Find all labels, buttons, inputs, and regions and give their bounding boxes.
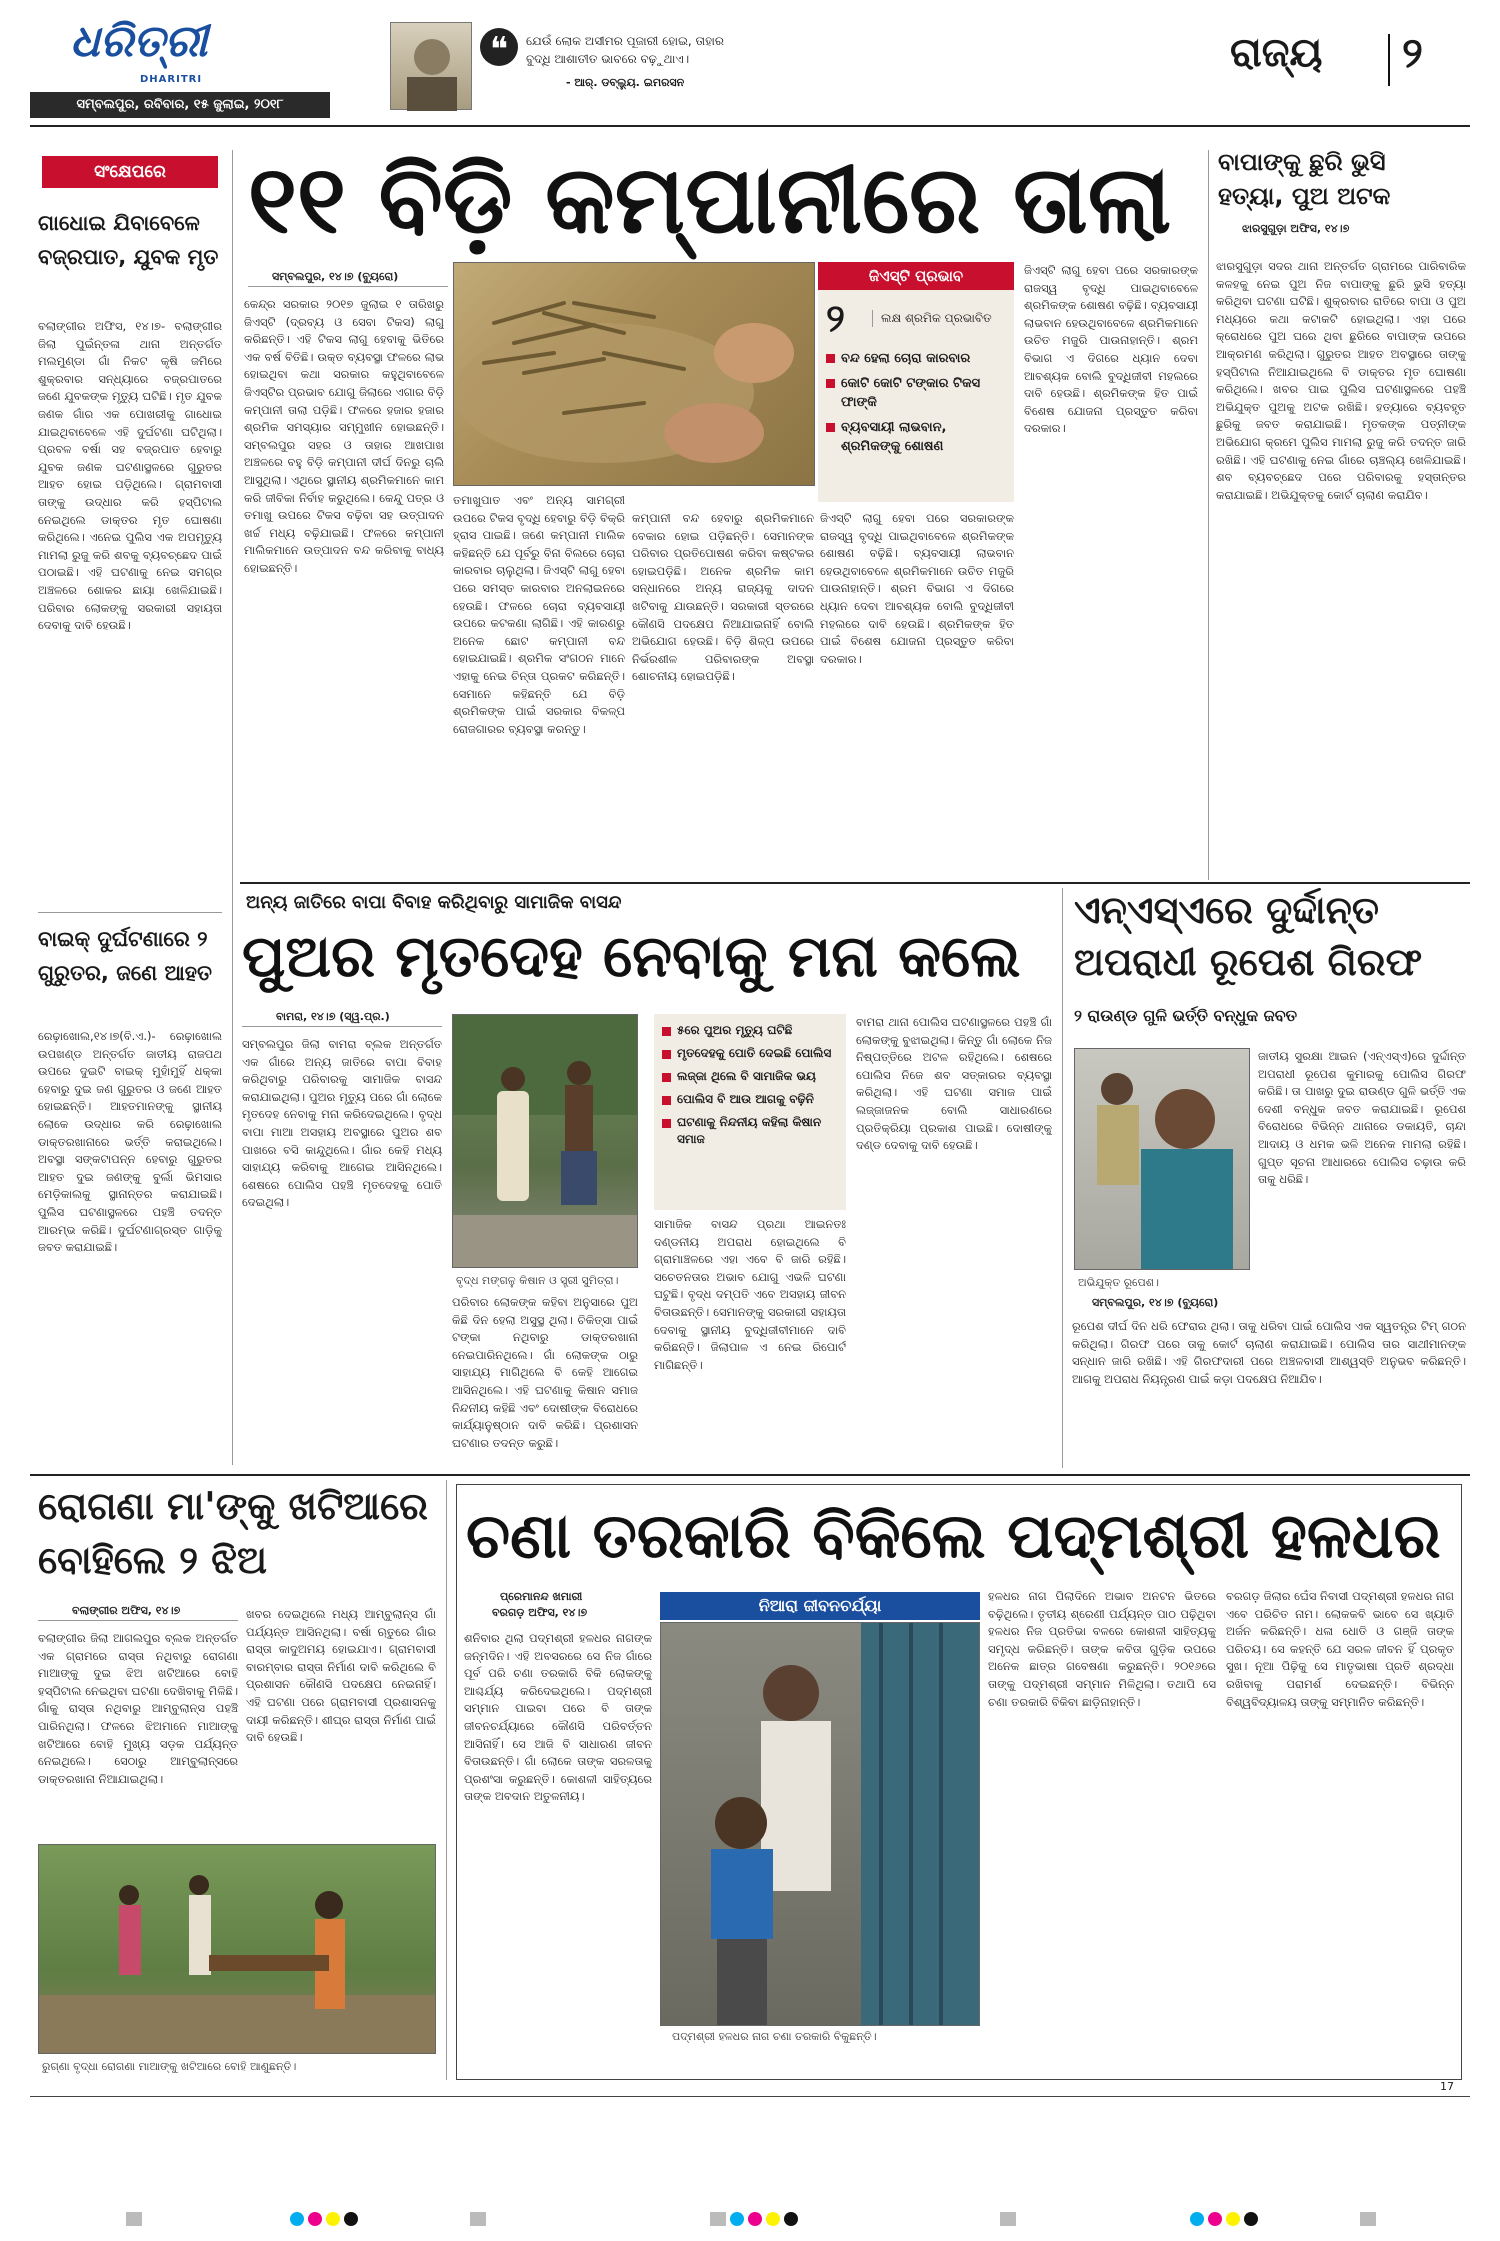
story2-bullet [662, 1045, 838, 1062]
bullet-square-icon [826, 423, 835, 432]
gst-box-title [818, 262, 1014, 290]
briefs-rule [232, 150, 233, 1465]
story3-col1: ଜାତୀୟ ସୁରକ୍ଷା ଆଇନ (ଏନ୍ଏସ୍ଏ)ରେ ଦୁର୍ଦ୍ଦାନ୍ତ ଅପରାଧୀ ରୂପେଶ କୁମାରକୁ ପୋଲିସ ଗିରଫ କରିଛି। ତା ପାଖରୁ ଦୁଇ ରାଉଣ୍ଡ ଗୁଳି ଭର୍ତ୍ତି ଏକ ଦେଶୀ ବନ୍ଧୁକ ଜବତ କରାଯାଇଛି। ରୂପେଶ ବିରୋଧରେ ବିଭିନ୍ନ ଥାନାରେ ଡକାୟତି, ଚାନ୍ଦା ଆଦାୟ ଓ ଧମକ ଭଳି ଅନେକ ମାମଲା ରହିଛି। ଗୁପ୍ତ ସୂଚନା ଆଧାରରେ ପୋଲିସ ଚଢ଼ାଉ କରି ତାକୁ ଧରିଛି। [1258, 1049, 1466, 1187]
color-registration-marks [0, 2210, 1500, 2230]
story5-box-label [660, 1592, 980, 1620]
story4-dateline-rule [38, 1620, 238, 1621]
story5-photo-caption: ପଦ୍ମଶ୍ରୀ ହଳଧର ନାଗ ଚଣା ତରକାରି ବିକୁଛନ୍ତି। [672, 2030, 877, 2043]
story5-col3: ବରଗଡ଼ ଜିଲାର ଘେଁସ ନିବାସୀ ପଦ୍ମଶ୍ରୀ ହଳଧର ନାଗ ଏବେ ପରିଚିତ ନାମ। ଲୋକକବି ଭାବେ ସେ ଖ୍ୟାତି ଅର୍ଜନ କରିଛନ୍ତି। ଧଳା ଧୋତି ଓ ଗଞ୍ଜି ତାଙ୍କ ପରିଚୟ। ସେ କହନ୍ତି ଯେ ସରଳ ଜୀବନ ହିଁ ପ୍ରକୃତ ସୁଖ। ନୂଆ ପିଢ଼ିକୁ ସେ ମାତୃଭାଷା ପ୍ରତି ଶ୍ରଦ୍ଧା ରଖିବାକୁ ପରାମର୍ଶ ଦେଇଛନ୍ତି। ବିଭିନ୍ନ ବିଶ୍ୱବିଦ୍ୟାଳୟ ତାଙ୍କୁ ସମ୍ମାନିତ କରିଛନ୍ତି। [1226, 1589, 1454, 1709]
brief2-body: ରେଢ଼ାଖୋଲ,୧୪।୭(ବି.ଏ.)- ରେଢ଼ାଖୋଲ ଉପଖଣ୍ଡ ଅନ୍ତର୍ଗତ ଜାତୀୟ ରାଜପଥ ଉପରେ ଦୁଇଟି ବାଇକ୍ ମୁହାଁମୁହିଁ ଧକ୍କା ହେବାରୁ ଦୁଇ ଜଣ ଗୁରୁତର ଓ ଜଣେ ଆହତ ହୋଇଛନ୍ତି। ଆହତମାନଙ୍କୁ ସ୍ଥାନୀୟ ଲୋକେ ଉଦ୍ଧାର କରି ରେଢ଼ାଖୋଲ ଡାକ୍ତରଖାନାରେ ଭର୍ତ୍ତି କରାଇଥିଲେ। ଅବସ୍ଥା ସଙ୍କଟାପନ୍ନ ହେବାରୁ ଗୁରୁତର ଆହତ ଦୁଇ ଜଣଙ୍କୁ ବୁର୍ଲା ଭିମସାର ମେଡ଼ିକାଲକୁ ସ୍ଥାନାନ୍ତର କରାଯାଇଛି। ପୁଲିସ ଘଟଣାସ୍ଥଳରେ ପହଞ୍ଚି ତଦନ୍ତ ଆରମ୍ଭ କରିଛି। ଦୁର୍ଘଟଣାଗ୍ରସ୍ତ ଗାଡ଼ିକୁ ଜବତ କରାଯାଇଛି। [38, 1029, 222, 1255]
story2-kicker: ଅନ୍ୟ ଜାତିରେ ବାପା ବିବାହ କରିଥିବାରୁ ସାମାଜିକ ବାସନ୍ଦ [246, 892, 622, 913]
gst-item [826, 374, 1006, 412]
story2-bullet-text: ଘଟଣାକୁ ନିନ୍ଦନୀୟ କହିଲା କିଷାନ ସମାଜ [677, 1115, 822, 1146]
brief1-title: ଗାଧୋଇ ଯିବାବେଳେ ବଜ୍ରପାତ, ଯୁବକ ମୃତ [38, 211, 219, 269]
story4-photo-caption: ରୁଗ୍ଣା ବୃଦ୍ଧା ରୋଗଣା ମାଆଙ୍କୁ ଖଟିଆରେ ବୋହି ଆଣୁଛନ୍ତି। [42, 2060, 297, 2073]
gst-item [826, 418, 1006, 456]
story3-photo-caption: ଅଭିଯୁକ୍ତ ରୂପେଶ। [1078, 1276, 1159, 1289]
gst-items [818, 345, 1014, 466]
lead-bottom-rule [240, 882, 1470, 884]
masthead-dateline: ସମ୍ବଲପୁର, ରବିବାର, ୧୫ ଜୁଲାଇ, ୨୦୧୮ [76, 97, 284, 112]
gst-item-text: ବ୍ୟବସାୟୀ ଲାଭବାନ, ଶ୍ରମିକଙ୍କୁ ଶୋଷଣ [841, 420, 947, 454]
gst-stat [818, 290, 1014, 345]
story2-bullet [662, 1091, 838, 1108]
story2-story3-rule [1062, 888, 1063, 1468]
story4-dateline: ବଲାଙ୍ଗୀର ଅଫିସ, ୧୪।୭ [72, 1604, 181, 1617]
gst-item-text: କୋଟି କୋଟି ଟଙ୍କାର ଟିକସ ଫାଙ୍କି [841, 376, 981, 410]
story2-dateline: ବାମରା, ୧୪।୭ (ସ୍ୱ.ପ୍ର.) [276, 1010, 390, 1023]
lead-col4: ଜିଏସ୍ଟି ଲାଗୁ ହେବା ପରେ ସରକାରଙ୍କ ରାଜସ୍ୱ ବୃଦ୍ଧି ପାଇଥିବାବେଳେ ଶ୍ରମିକଙ୍କ ଶୋଷଣ ବଢ଼ିଛି। ବ୍ୟବସାୟୀ ଲାଭବାନ ହେଉଥିବାବେଳେ ଶ୍ରମିକମାନେ ଉଚିତ ମଜୁରି ପାଉନାହାନ୍ତି। ଶ୍ରମ ବିଭାଗ ଏ ଦିଗରେ ଧ୍ୟାନ ଦେବା ଆବଶ୍ୟକ ବୋଲି ବୁଦ୍ଧିଜୀବୀ ମହଲରେ ଦାବି ହେଉଛି। ଶ୍ରମିକଙ୍କ ହିତ ପାଇଁ ବିଶେଷ ଯୋଜନା ପ୍ରସ୍ତୁତ କରିବା ଦରକାର। [820, 511, 1014, 666]
story2-bullets [654, 1014, 846, 1210]
story4-headline-l1: ରୋଗଣା ମା'ଙ୍କୁ ଖଟିଆରେ [38, 1484, 428, 1528]
dateline-bar [30, 92, 330, 118]
quote-mark-icon: ❝ [480, 28, 518, 66]
story2-col3: ସାମାଜିକ ବାସନ୍ଦ ପ୍ରଥା ଆଇନତଃ ଦଣ୍ଡନୀୟ ଅପରାଧ ହୋଇଥିଲେ ବି ଗ୍ରାମାଞ୍ଚଳରେ ଏହା ଏବେ ବି ଜାରି ରହିଛି। ସଚେତନତାର ଅଭାବ ଯୋଗୁ ଏଭଳି ଘଟଣା ଘଟୁଛି। ବୃଦ୍ଧ ଦମ୍ପତି ଏବେ ଅସହାୟ ଜୀବନ ବିତାଉଛନ୍ତି। ସେମାନଙ୍କୁ ସରକାରୀ ସହାୟତା ଦେବାକୁ ସ୍ଥାନୀୟ ବୁଦ୍ଧିଜୀବୀମାନେ ଦାବି କରିଛନ୍ତି। ଜିଲାପାଳ ଏ ନେଇ ରିପୋର୍ଟ ମାଗିଛନ୍ତି। [654, 1217, 846, 1372]
story5-byline-office: ବରଗଡ଼ ଅଫିସ, ୧୪।୭ [492, 1606, 588, 1619]
footer-page-number: 17 [1440, 2080, 1454, 2093]
story5-col1: ଶନିବାର ଥିଲା ପଦ୍ମଶ୍ରୀ ହଳଧର ନାଗଙ୍କ ଜନ୍ମଦିନ। ଏହି ଅବସରରେ ସେ ନିଜ ଗାଁରେ ପୂର୍ବ ପରି ଚଣା ତରକାରି ବିକି ଲୋକଙ୍କୁ ଆଶ୍ଚର୍ଯ୍ୟ କରିଦେଇଥିଲେ। ପଦ୍ମଶ୍ରୀ ସମ୍ମାନ ପାଇବା ପରେ ବି ତାଙ୍କ ଜୀବନଚର୍ଯ୍ୟାରେ କୌଣସି ପରିବର୍ତ୍ତନ ଆସିନାହିଁ। ସେ ଆଜି ବି ସାଧାରଣ ଜୀବନ ବିତାଉଛନ୍ତି। ଗାଁ ଲୋକେ ତାଙ୍କ ସରଳତାକୁ ପ୍ରଶଂସା କରୁଛନ୍ତି। କୋଶଳୀ ସାହିତ୍ୟରେ ତାଙ୍କ ଅବଦାନ ଅତୁଳନୀୟ। [464, 1631, 652, 1804]
lead-col1: କେନ୍ଦ୍ର ସରକାର ୨୦୧୭ ଜୁଲାଇ ୧ ତାରିଖରୁ ଜିଏସ୍ଟି (ଦ୍ରବ୍ୟ ଓ ସେବା ଟିକସ) ଲାଗୁ କରିଛନ୍ତି। ଏହି ଟିକସ ଲାଗୁ ହେବାକୁ ଭିତିରେ ଏକ ବର୍ଷ ବିତିଛି। ଉକ୍ତ ବ୍ୟବସ୍ଥା ଫଳରେ ଲାଭ ହୋଇଥିବା କଥା ସରକାର କହୁଥିବାବେଳେ ଜିଏସ୍ଟିର ପ୍ରଭାବ ଯୋଗୁ ଜିଲାରେ ଏଗାର ବିଡ଼ି କମ୍ପାନୀ ତାଲା ପଡ଼ିଛି। ଫଳରେ ହଜାର ହଜାର ଶ୍ରମିକ ସମସ୍ୟାର ସମ୍ମୁଖୀନ ହୋଇଛନ୍ତି। ସମ୍ବଲପୁର ସହର ଓ ତାହାର ଆଖପାଖ ଅଞ୍ଚଳରେ ବହୁ ବିଡ଼ି କମ୍ପାନୀ ଦୀର୍ଘ ଦିନରୁ ଚାଲି ଆସୁଥିଲା। ଏଥିରେ ସ୍ଥାନୀୟ ଶ୍ରମିକମାନେ କାମ କରି ଜୀବିକା ନିର୍ବାହ କରୁଥିଲେ। କେନ୍ଦୁ ପତ୍ର ଓ ତମାଖୁ ଉପରେ ଟିକସ ବଢ଼ିବା ସହ ଉତ୍ପାଦନ ଖର୍ଚ୍ଚ ମଧ୍ୟ ବଢ଼ିଯାଇଛି। ଫଳରେ କମ୍ପାନୀ ମାଲିକମାନେ ଉତ୍ପାଦନ ବନ୍ଦ କରିବାକୁ ବାଧ୍ୟ ହୋଇଛନ୍ତି। [244, 297, 444, 575]
story3-dateline: ସମ୍ବଲପୁର, ୧୪।୭ (ବ୍ୟୁରୋ) [1092, 1296, 1219, 1309]
story3-headline-l1: ଏନ୍ଏସ୍ଏରେ ଦୁର୍ଦ୍ଦାନ୍ତ [1074, 888, 1379, 932]
story2-bullet-text: ଲଜ୍ଜା ଥିଲେ ବି ସାମାଜିକ ଭୟ [677, 1069, 816, 1083]
story5-photo-haladhar [660, 1622, 980, 2026]
gst-box-title-text: ଜିଏସ୍ଟି ପ୍ରଭାବ [868, 267, 964, 285]
story2-photo-couple [452, 1014, 638, 1268]
lead-side-rule [1208, 150, 1209, 880]
side1-headline-l1: ବାପାଙ୍କୁ ଛୁରି ଭୁସି [1218, 148, 1386, 176]
story2-col2: ପରିବାର ଲୋକଙ୍କ କହିବା ଅନୁସାରେ ପୁଅ କିଛି ଦିନ ହେଲା ଅସୁସ୍ଥ ଥିଲା। ଚିକିତ୍ସା ପାଇଁ ଟଙ୍କା ନଥିବାରୁ ଡାକ୍ତରଖାନା ନେଇପାରିନଥିଲେ। ଗାଁ ଲୋକଙ୍କ ଠାରୁ ସାହାଯ୍ୟ ମାଗିଥିଲେ ବି କେହି ଆଗେଇ ଆସିନଥିଲେ। ଏହି ଘଟଣାକୁ କିଷାନ ସମାଜ ନିନ୍ଦନୀୟ କହିଛି ଏବଂ ଦୋଷୀଙ୍କ ବିରୋଧରେ କାର୍ଯ୍ୟାନୁଷ୍ଠାନ ଦାବି କରିଛି। ପ୍ରଶାସନ ଘଟଣାର ତଦନ୍ତ କରୁଛି। [452, 1295, 638, 1450]
brief-divider [38, 912, 222, 913]
lead-col2: ତମାଖୁପାତ ଏବଂ ଅନ୍ୟ ସାମଗ୍ରୀ ଉପରେ ଟିକସ ବୃଦ୍ଧି ହେବାରୁ ବିଡ଼ି ବିକ୍ରି ହ୍ରାସ ପାଇଛି। ଜଣେ କମ୍ପାନୀ ମାଲିକ କହିଛନ୍ତି ଯେ ପୂର୍ବରୁ ବିନା ବିଲରେ ଚୋରା କାରବାର ଚାଲୁଥିଲା। ଜିଏସ୍ଟି ଲାଗୁ ହେବା ପରେ ସମସ୍ତ କାରବାର ଅନଲାଇନରେ ହେଉଛି। ଫଳରେ ଚୋରା ବ୍ୟବସାୟୀ ଉପରେ କଟକଣା ଲାଗିଛି। ଏହି କାରଣରୁ ଅନେକ ଛୋଟ କମ୍ପାନୀ ବନ୍ଦ ହୋଇଯାଇଛି। ଶ୍ରମିକ ସଂଗଠନ ମାନେ ଏହାକୁ ନେଇ ଚିନ୍ତା ପ୍ରକଟ କରିଛନ୍ତି। ସେମାନେ କହିଛନ୍ତି ଯେ ବିଡ଼ି ଶ୍ରମିକଙ୍କ ପାଇଁ ସରକାର ବିକଳ୍ପ ରୋଜଗାରର ବ୍ୟବସ୍ଥା କରନ୍ତୁ। [453, 493, 625, 736]
section-divider [1388, 34, 1390, 86]
bullet-square-icon [662, 1119, 671, 1128]
story4-headline-l2: ବୋହିଲେ ୨ ଝିଅ [38, 1538, 268, 1582]
masthead-rule [30, 125, 1470, 127]
side1-body: ଝାରସୁଗୁଡ଼ା ସଦର ଥାନା ଅନ୍ତର୍ଗତ ଗ୍ରାମରେ ପାରିବାରିକ କଳହକୁ ନେଇ ପୁଅ ନିଜ ବାପାଙ୍କୁ ଛୁରି ଭୁସି ହତ୍ୟା କରିଥିବା ଘଟଣା ଘଟିଛି। ଶୁକ୍ରବାର ରାତିରେ ବାପା ଓ ପୁଅ ମଧ୍ୟରେ କଥା କଟାକଟି ହୋଇଥିଲା। ଏହା ପରେ କ୍ରୋଧରେ ପୁଅ ଘରେ ଥିବା ଛୁରିରେ ବାପାଙ୍କ ଉପରେ ଆକ୍ରମଣ କରିଥିଲା। ଗୁରୁତର ଆହତ ଅବସ୍ଥାରେ ତାଙ୍କୁ ହସ୍ପିଟାଲ ନିଆଯାଇଥିଲେ ବି ଡାକ୍ତର ମୃତ ଘୋଷଣା କରିଥିଲେ। ଖବର ପାଇ ପୁଲିସ ଘଟଣାସ୍ଥଳରେ ପହଞ୍ଚି ଅଭିଯୁକ୍ତ ପୁଅକୁ ଅଟକ ରଖିଛି। ହତ୍ୟାରେ ବ୍ୟବହୃତ ଛୁରିକୁ ଜବତ କରାଯାଇଛି। ମୃତକଙ୍କ ପତ୍ନୀଙ୍କ ଅଭିଯୋଗ କ୍ରମେ ପୁଲିସ ମାମଲା ରୁଜୁ କରି ତଦନ୍ତ ଜାରି ରଖିଛି। ଏହି ଘଟଣାକୁ ନେଇ ଗାଁରେ ଚାଞ୍ଚଲ୍ୟ ଖେଳିଯାଇଛି। ଶବ ବ୍ୟବଚ୍ଛେଦ ପରେ ପରିବାରକୁ ହସ୍ତାନ୍ତର କରାଯାଇଛି। ଅଭିଯୁକ୍ତକୁ କୋର୍ଟ ଚାଲାଣ କରାଯିବ। [1216, 259, 1466, 502]
bullet-square-icon [662, 1050, 671, 1059]
story5-byline-name: ପ୍ରେମାନନ୍ଦ ଖମାରୀ [500, 1590, 583, 1603]
story3-headline-l2: ଅପରାଧୀ ରୂପେଶ ଗିରଫ [1074, 940, 1423, 984]
story4-photo-daughters [38, 1844, 436, 2054]
masthead [30, 10, 1470, 125]
gst-item [826, 349, 1006, 368]
story4-col2: ଖବର ଦେଇଥିଲେ ମଧ୍ୟ ଆମ୍ବୁଲାନ୍ସ ଗାଁ ପର୍ଯ୍ୟନ୍ତ ଆସିନଥିଲା। ବର୍ଷା ଋତୁରେ ଗାଁର ରାସ୍ତା କାଦୁଅମୟ ହୋଇଯାଏ। ଗ୍ରାମବାସୀ ବାରମ୍ବାର ରାସ୍ତା ନିର୍ମାଣ ଦାବି କରିଥିଲେ ବି ପ୍ରଶାସନ କୌଣସି ପଦକ୍ଷେପ ନେଇନାହିଁ। ଏହି ଘଟଣା ପରେ ଗ୍ରାମବାସୀ ପ୍ରଶାସନକୁ ଦାୟୀ କରିଛନ୍ତି। ଶୀଘ୍ର ରାସ୍ତା ନିର୍ମାଣ ପାଇଁ ଦାବି ହେଉଛି। [246, 1607, 436, 1745]
logo-sub: DHARITRI [140, 74, 203, 85]
logo-text: ଧରିତ୍ରୀ [70, 16, 208, 67]
lead-dateline: ସମ୍ବଲପୁର, ୧୪।୭ (ବ୍ୟୁରୋ) [272, 270, 399, 283]
story2-bullet-text: ୫ରେ ପୁଅର ମୃତ୍ୟୁ ଘଟିଛି [677, 1023, 793, 1037]
lead-dateline-rule [248, 286, 448, 287]
brief1-body: ବଲାଙ୍ଗୀର ଅଫିସ, ୧୪।୭- ବଲାଙ୍ଗୀର ଜିଲା ପୁଇଁନ୍ତଳା ଥାନା ଅନ୍ତର୍ଗତ ମଲମୁଣ୍ଡା ଗାଁ ନିକଟ କୃଷି ଜମିରେ ଶୁକ୍ରବାର ସନ୍ଧ୍ୟାରେ ବଜ୍ରପାତରେ ଜଣେ ଯୁବକଙ୍କ ମୃତ୍ୟୁ ଘଟିଛି। ମୃତ ଯୁବକ ଜଣକ ଗାଁର ଏକ ପୋଖରୀକୁ ଗାଧୋଇ ଯାଇଥିବାବେଳେ ଏହି ଦୁର୍ଘଟଣା ଘଟିଥିଲା। ପ୍ରବଳ ବର୍ଷା ସହ ବଜ୍ରପାତ ହେବାରୁ ଯୁବକ ଜଣକ ଘଟଣାସ୍ଥଳରେ ଗୁରୁତର ଆହତ ହୋଇ ପଡ଼ିଥିଲେ। ଗ୍ରାମବାସୀ ତାଙ୍କୁ ଉଦ୍ଧାର କରି ହସ୍ପିଟାଲ ନେଇଥିଲେ ଡାକ୍ତର ମୃତ ଘୋଷଣା କରିଥିଲେ। ଏନେଇ ପୁଲିସ ଏକ ଅପମୃତ୍ୟୁ ମାମଲା ରୁଜୁ କରି ଶବକୁ ବ୍ୟବଚ୍ଛେଦ ପାଇଁ ପଠାଇଛି। ଏହି ଘଟଣାକୁ ନେଇ ସମଗ୍ର ଅଞ୍ଚଳରେ ଶୋକର ଛାୟା ଖେଳିଯାଇଛି। ପରିବାର ଲୋକଙ୍କୁ ସରକାରୀ ସହାୟତା ଦେବାକୁ ଦାବି ହେଉଛି। [38, 319, 222, 633]
story5-col2: ହଳଧର ନାଗ ପିଲାଦିନେ ଅଭାବ ଅନଟନ ଭିତରେ ବଢ଼ିଥିଲେ। ତୃତୀୟ ଶ୍ରେଣୀ ପର୍ଯ୍ୟନ୍ତ ପାଠ ପଢ଼ିଥିବା ହଳଧର ନିଜ ପ୍ରତିଭା ବଳରେ କୋଶଳୀ ସାହିତ୍ୟକୁ ସମୃଦ୍ଧ କରିଛନ୍ତି। ତାଙ୍କ କବିତା ଗୁଡ଼ିକ ଉପରେ ଅନେକ ଛାତ୍ର ଗବେଷଣା କରୁଛନ୍ତି। ୨୦୧୬ରେ ତାଙ୍କୁ ପଦ୍ମଶ୍ରୀ ସମ୍ମାନ ମିଳିଥିଲା। ତଥାପି ସେ ଚଣା ତରକାରି ବିକିବା ଛାଡ଼ିନାହାନ୍ତି। [988, 1589, 1216, 1709]
story2-bullet [662, 1068, 838, 1085]
bullet-square-icon [662, 1073, 671, 1082]
lead-headline: ୧୧ ବିଡ଼ି କମ୍ପାନୀରେ ତାଲା [248, 146, 1172, 255]
side1-dateline: ଝାରସୁଗୁଡ଼ା ଅଫିସ, ୧୪।୭ [1242, 222, 1350, 235]
briefs-label [42, 156, 218, 188]
gst-stat-number: ୨ [826, 296, 845, 340]
side1-headline-l2: ହତ୍ୟା, ପୁଅ ଅଟକ [1218, 182, 1391, 210]
story5-box-label-text: ନିଆରା ଜୀବନଚର୍ଯ୍ୟା [758, 1596, 882, 1615]
story2-bullet-text: ମୃତଦେହକୁ ପୋତି ଦେଇଛି ପୋଲିସ [677, 1046, 832, 1060]
story2-bullet [662, 1022, 838, 1039]
lead-col3: କମ୍ପାନୀ ବନ୍ଦ ହେବାରୁ ଶ୍ରମିକମାନେ ବେକାର ହୋଇ ପଡ଼ିଛନ୍ତି। ସେମାନଙ୍କ ପରିବାର ପ୍ରତିପୋଷଣ କରିବା କଷ୍ଟକର ହୋଇପଡ଼ିଛି। ଅନେକ ଶ୍ରମିକ କାମ ସନ୍ଧାନରେ ଅନ୍ୟ ରାଜ୍ୟକୁ ଦାଦନ ଖଟିବାକୁ ଯାଉଛନ୍ତି। ସରକାରୀ ସ୍ତରରେ କୌଣସି ପଦକ୍ଷେପ ନିଆଯାଇନାହିଁ ବୋଲି ଅଭିଯୋଗ ହେଉଛି। ବିଡ଼ି ଶିଳ୍ପ ଉପରେ ନିର୍ଭରଶୀଳ ପରିବାରଙ୍କ ଅବସ୍ଥା ଶୋଚନୀୟ ହୋଇପଡ଼ିଛି। [632, 511, 814, 684]
story4-story5-rule [446, 1480, 447, 2080]
quote-line2: ବୁଦ୍ଧି ଆଶାତୀତ ଭାବରେ ବଢ଼ୁଥାଏ। [526, 52, 690, 66]
story3-photo-rupesh [1074, 1048, 1250, 1270]
lead-photo-beedi [453, 262, 815, 486]
footer-rule [30, 2096, 1470, 2097]
gst-item-text: ବନ୍ଦ ହେଲା ଚୋରା କାରବାର [841, 351, 971, 366]
emerson-portrait [390, 22, 472, 110]
brief2-title: ବାଇକ୍ ଦୁର୍ଘଟଣାରେ ୨ ଗୁରୁତର, ଜଣେ ଆହତ [38, 927, 212, 985]
quote-line1: ଯେଉଁ ଲୋକ ଅସୀମର ପୂଜାରୀ ହୋଇ, ତାହାର [526, 34, 724, 48]
bullet-square-icon [662, 1096, 671, 1105]
bullet-square-icon [662, 1027, 671, 1036]
briefs-label-text: ସଂକ୍ଷେପରେ [94, 162, 166, 182]
gst-box [818, 262, 1014, 502]
story2-col1: ସମ୍ବଲପୁର ଜିଲା ବାମରା ବ୍ଲକ ଅନ୍ତର୍ଗତ ଏକ ଗାଁରେ ଅନ୍ୟ ଜାତିରେ ବାପା ବିବାହ କରିଥିବାରୁ ପରିବାରକୁ ସାମାଜିକ ବାସନ୍ଦ କରାଯାଇଥିଲା। ପୁଅର ମୃତ୍ୟୁ ପରେ ଗାଁ ଲୋକେ ମୃତଦେହ ନେବାକୁ ମନା କରିଦେଇଥିଲେ। ବୃଦ୍ଧ ବାପା ମାଆ ଅସହାୟ ଅବସ୍ଥାରେ ପୁଅର ଶବ ପାଖରେ ବସି କାନ୍ଦୁଥିଲେ। ଗାଁର କେହି ମଧ୍ୟ ସାହାଯ୍ୟ କରିବାକୁ ଆଗେଇ ଆସିନଥିଲେ। ଶେଷରେ ପୋଲିସ ପହଞ୍ଚି ମୃତଦେହକୁ ପୋତି ଦେଇଥିଲା। [242, 1037, 442, 1210]
logo [70, 14, 290, 74]
page-number: ୨ [1402, 28, 1423, 77]
story2-headline: ପୁଅର ମୃତଦେହ ନେବାକୁ ମନା କଲେ [242, 922, 1021, 990]
story2-col4: ବାମରା ଥାନା ପୋଲିସ ଘଟଣାସ୍ଥଳରେ ପହଞ୍ଚି ଗାଁ ଲୋକଙ୍କୁ ବୁଝାଇଥିଲା। କିନ୍ତୁ ଗାଁ ଲୋକେ ନିଜ ନିଷ୍ପତ୍ତିରେ ଅଟଳ ରହିଥିଲେ। ଶେଷରେ ପୋଲିସ ନିଜେ ଶବ ସତ୍କାରର ବ୍ୟବସ୍ଥା କରିଥିଲା। ଏହି ଘଟଣା ସମାଜ ପାଇଁ ଲଜ୍ଜାଜନକ ବୋଲି ସାଧାରଣରେ ପ୍ରତିକ୍ରିୟା ପ୍ରକାଶ ପାଇଛି। ଦୋଷୀଙ୍କୁ ଦଣ୍ଡ ଦେବାକୁ ଦାବି ହେଉଛି। [856, 1015, 1052, 1153]
story2-bullet-text: ପୋଲିସ ବି ଆଉ ଆଗକୁ ବଢ଼ିନି [677, 1092, 814, 1106]
mid-bottom-rule [30, 1474, 1470, 1476]
gst-stat-label: ଲକ୍ଷ ଶ୍ରମିକ ପ୍ରଭାବିତ [872, 310, 992, 327]
quote-author: - ଆର୍. ଡବ୍ଲ୍ୟୁ. ଇମରସନ [566, 76, 685, 89]
story2-dateline-rule [242, 1026, 442, 1027]
story3-col2: ରୂପେଶ ଦୀର୍ଘ ଦିନ ଧରି ଫେରାର ଥିଲା। ତାକୁ ଧରିବା ପାଇଁ ପୋଲିସ ଏକ ସ୍ୱତନ୍ତ୍ର ଟିମ୍ ଗଠନ କରିଥିଲା। ଗିରଫ ପରେ ତାକୁ କୋର୍ଟ ଚାଲାଣ କରାଯାଇଛି। ପୋଲିସ ତାର ସାଥୀମାନଙ୍କ ସନ୍ଧାନ ଜାରି ରଖିଛି। ଏହି ଗିରଫଦାରୀ ପରେ ଅଞ୍ଚଳବାସୀ ଆଶ୍ୱସ୍ତି ଅନୁଭବ କରିଛନ୍ତି। ଆଗକୁ ଅପରାଧ ନିୟନ୍ତ୍ରଣ ପାଇଁ କଡ଼ା ପଦକ୍ଷେପ ନିଆଯିବ। [1072, 1319, 1466, 1386]
section-name: ରାଜ୍ୟ [1230, 30, 1323, 76]
story4-col1: ବଲାଙ୍ଗୀର ଜିଲା ଆଗଲପୁର ବ୍ଲକ ଅନ୍ତର୍ଗତ ଏକ ଗ୍ରାମରେ ରାସ୍ତା ନଥିବାରୁ ରୋଗଣା ମାଆଙ୍କୁ ଦୁଇ ଝିଅ ଖଟିଆରେ ବୋହି ହସ୍ପିଟାଲ ନେଇଥିବା ଘଟଣା ଦେଖିବାକୁ ମିଳିଛି। ଗାଁକୁ ରାସ୍ତା ନଥିବାରୁ ଆମ୍ବୁଲାନ୍ସ ପହଞ୍ଚି ପାରିନଥିଲା। ଫଳରେ ଝିଅମାନେ ମାଆଙ୍କୁ ଖଟିଆରେ ବୋହି ମୁଖ୍ୟ ସଡ଼କ ପର୍ଯ୍ୟନ୍ତ ନେଇଥିଲେ। ସେଠାରୁ ଆମ୍ବୁଲାନ୍ସରେ ଡାକ୍ତରଖାନା ନିଆଯାଇଥିଲା। [38, 1631, 238, 1786]
story3-subhead: ୨ ରାଉଣ୍ଡ ଗୁଳି ଭର୍ତ୍ତି ବନ୍ଧୁକ ଜବତ [1074, 1006, 1298, 1025]
bullet-square-icon [826, 354, 835, 363]
lead-col5: ଜିଏସ୍ଟି ଲାଗୁ ହେବା ପରେ ସରକାରଙ୍କ ରାଜସ୍ୱ ବୃଦ୍ଧି ପାଇଥିବାବେଳେ ଶ୍ରମିକଙ୍କ ଶୋଷଣ ବଢ଼ିଛି। ବ୍ୟବସାୟୀ ଲାଭବାନ ହେଉଥିବାବେଳେ ଶ୍ରମିକମାନେ ଉଚିତ ମଜୁରି ପାଉନାହାନ୍ତି। ଶ୍ରମ ବିଭାଗ ଏ ଦିଗରେ ଧ୍ୟାନ ଦେବା ଆବଶ୍ୟକ ବୋଲି ବୁଦ୍ଧିଜୀବୀ ମହଲରେ ଦାବି ହେଉଛି। ଶ୍ରମିକଙ୍କ ହିତ ପାଇଁ ବିଶେଷ ଯୋଜନା ପ୍ରସ୍ତୁତ କରିବା ଦରକାର। [1024, 263, 1198, 436]
story2-photo-caption: ବୃଦ୍ଧ ମଙ୍ଗଳୁ କିଷାନ ଓ ସ୍ତ୍ରୀ ସୁମିତ୍ରା। [456, 1274, 619, 1287]
story5-headline: ଚଣା ତରକାରି ବିକିଲେ ପଦ୍ମଶ୍ରୀ ହଳଧର [466, 1499, 1441, 1572]
story2-bullet [662, 1114, 838, 1148]
bullet-square-icon [826, 379, 835, 388]
